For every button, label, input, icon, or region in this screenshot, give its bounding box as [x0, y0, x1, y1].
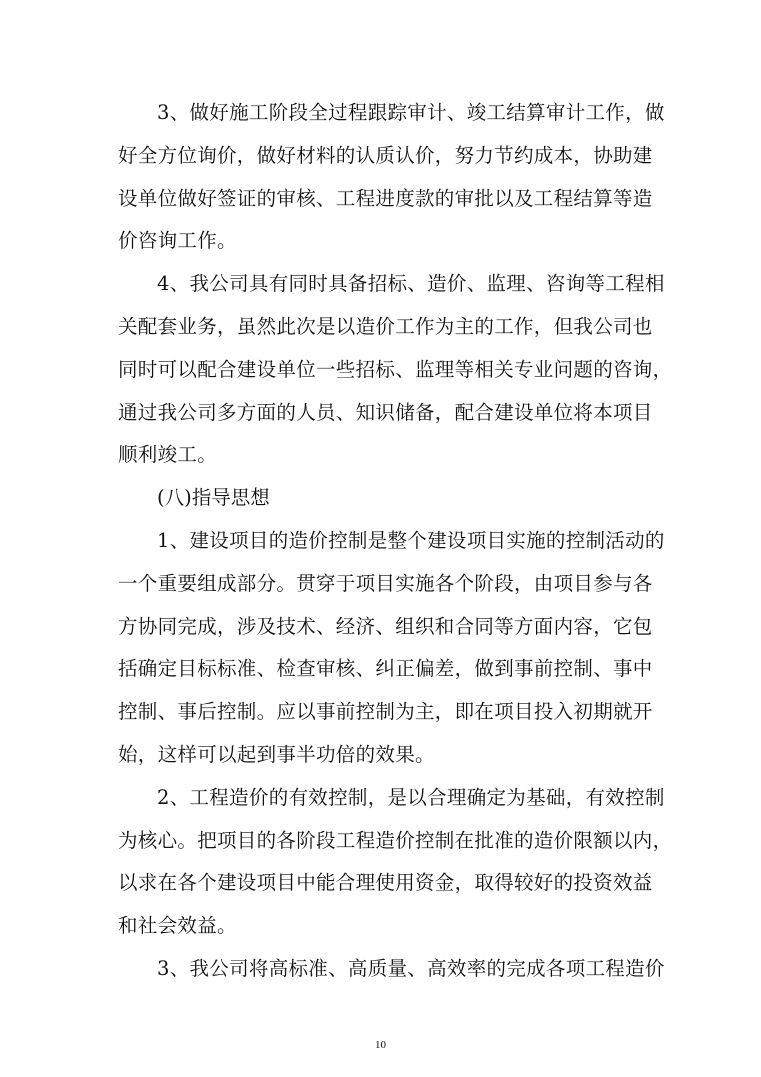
paragraph-item-3: [118, 92, 665, 263]
text-line: 同时可以配合建设单位一些招标、监理等相关专业问题的咨询，: [118, 357, 673, 381]
text-line: 括确定目标标准、检查审核、纠正偏差，做到事前控制、事中: [118, 657, 653, 681]
body-text: [118, 92, 673, 991]
text-line: 1、建设项目的造价控制是整个建设项目实施的控制活动的: [157, 528, 665, 552]
text-line: 关配套业务，虽然此次是以造价工作为主的工作，但我公司也: [118, 314, 653, 338]
text-line: 通过我公司多方面的人员、知识储备，配合建设单位将本项目: [118, 400, 653, 424]
page-number: 10: [375, 1039, 386, 1051]
text-line: 始，这样可以起到事半功倍的效果。: [118, 742, 435, 766]
paragraph-guideline-2: [118, 777, 673, 948]
text-line: 好全方位询价，做好材料的认质认价，努力节约成本，协助建: [118, 143, 653, 167]
text-line: 以求在各个建设项目中能合理使用资金，取得较好的投资效益: [118, 871, 653, 895]
text-line: 价咨询工作。: [118, 229, 237, 253]
text-line: 2、工程造价的有效控制，是以合理确定为基础，有效控制: [157, 785, 665, 809]
text-line: 为核心。把项目的各阶段工程造价控制在批准的造价限额以内，: [118, 828, 673, 852]
text-line: 设单位做好签证的审核、工程进度款的审批以及工程结算等造: [118, 186, 653, 210]
text-line: 4、我公司具有同时具备招标、造价、监理、咨询等工程相: [157, 272, 665, 296]
text-line: 3、我公司将高标准、高质量、高效率的完成各项工程造价: [157, 956, 665, 980]
text-line: 一个重要组成部分。贯穿于项目实施各个阶段，由项目参与各: [118, 571, 653, 595]
section-heading: (八)指导思想: [157, 486, 270, 510]
paragraph-item-4: [118, 263, 673, 477]
text-line: 顺利竣工。: [118, 443, 218, 467]
text-line: 控制、事后控制。应以事前控制为主，即在项目投入初期就开: [118, 700, 653, 724]
text-line: 和社会效益。: [118, 914, 237, 938]
paragraph-guideline-3: [118, 948, 665, 991]
text-line: 方协同完成，涉及技术、经济、组织和合同等方面内容，它包: [118, 614, 653, 638]
paragraph-guideline-1: [118, 520, 665, 777]
text-line: 3、做好施工阶段全过程跟踪审计、竣工结算审计工作，做: [157, 101, 665, 124]
